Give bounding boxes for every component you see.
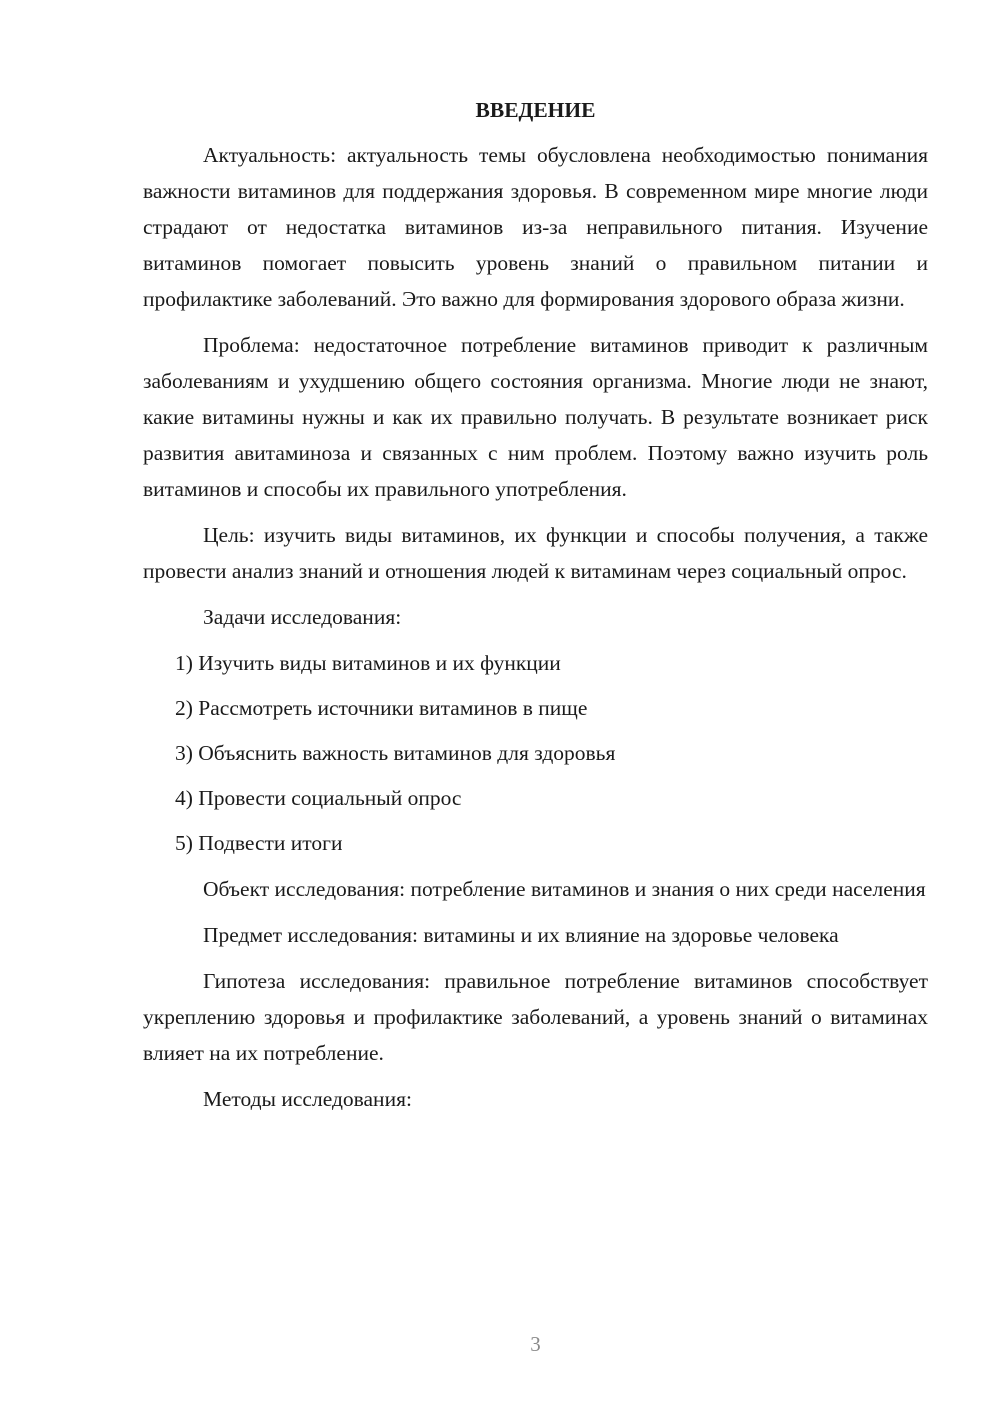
task-item: 5) Подвести итоги [175, 831, 343, 855]
task-item: 4) Провести социальный опрос [175, 786, 462, 810]
task-item: 1) Изучить виды витаминов и их функции [175, 651, 561, 675]
section-title: ВВЕДЕНИЕ [475, 98, 596, 122]
tasks-heading: Задачи исследования: [203, 605, 402, 629]
page-number: 3 [530, 1332, 541, 1356]
problem-paragraph: Проблема: недостаточное потребление витаминов приводит к различным заболеваниям и ухудшению общего состояния организма. Многие люди не знают, какие витамины нужны и как их правильно получать. В результате возникает риск развития авитаминоза и связанных с ним проблем. Поэтому важно изучить роль витаминов и способы их правильного употребления. [143, 333, 928, 501]
subject-paragraph: Предмет исследования: витамины и их влияние на здоровье человека [203, 923, 839, 947]
hypothesis-paragraph: Гипотеза исследования: правильное потребление витаминов способствует укреплению здоровья и профилактике заболеваний, а уровень знаний о витаминах влияет на их потребление. [143, 969, 928, 1065]
object-paragraph: Объект исследования: потребление витаминов и знания о них среди населения [203, 877, 926, 901]
relevance-paragraph: Актуальность: актуальность темы обусловлена необходимостью понимания важности витаминов для поддержания здоровья. В современном мире многие люди страдают от недостатка витаминов из-за неправильного питания. Изучение витаминов помогает повысить уровень знаний о правильном питании и профилактике заболеваний. Это важно для формирования здорового образа жизни. [143, 143, 928, 311]
task-item: 2) Рассмотреть источники витаминов в пище [175, 696, 588, 720]
goal-paragraph: Цель: изучить виды витаминов, их функции и способы получения, а также провести анализ знаний и отношения людей к витаминам через социальный опрос. [143, 523, 928, 583]
task-item: 3) Объяснить важность витаминов для здоровья [175, 741, 616, 765]
document-page [143, 95, 928, 1127]
tasks-list [143, 645, 928, 861]
methods-heading: Методы исследования: [203, 1087, 412, 1111]
